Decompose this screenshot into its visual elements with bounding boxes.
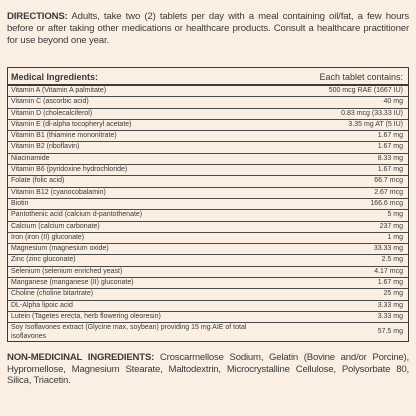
ingredient-row (8, 289, 408, 300)
ingredient-rows (8, 86, 408, 342)
ingredient-amount: 2.5 mg (381, 256, 403, 264)
ingredient-amount: 500 mcg RAE (1667 IU) (328, 87, 403, 94)
ingredient-name: Vitamin B1 (thiamine mononitrate) (11, 132, 117, 140)
ingredient-amount: 4.17 mcg (374, 267, 403, 275)
ingredient-row (8, 142, 408, 153)
ingredient-amount: 40 mg (383, 98, 403, 106)
non-medicinal-text: Croscarmellose Sodium, Gelatin (Bovine and/or Porcine), Hypromellose, Magnesium Stearate, Maltodextrin, Microcrystalline Cellulose, Polysorbate 80, Silica, Triacetin. (7, 352, 410, 387)
ingredient-amount: 3.35 mg AT (5 IU) (348, 120, 403, 128)
ingredient-name: Zinc (zinc gluconate) (11, 256, 76, 264)
ingredient-amount: 1.67 mg (377, 143, 403, 151)
ingredient-row (8, 312, 408, 323)
ingredient-amount: 1 mg (387, 233, 403, 241)
ingredient-row (8, 244, 408, 255)
ingredient-amount: 3.33 mg (377, 312, 403, 320)
ingredient-amount: 237 mg (379, 222, 403, 230)
ingredient-name: Selenium (selenium enriched yeast) (11, 267, 123, 275)
ingredient-amount: 1.67 mg (377, 132, 403, 140)
ingredient-row (8, 131, 408, 142)
ingredient-amount: 57.5 mg (377, 328, 403, 336)
ingredient-row (8, 323, 408, 342)
ingredient-name: Niacinamide (11, 154, 50, 162)
ingredient-row (8, 210, 408, 221)
ingredient-amount: 66.7 mcg (374, 177, 403, 185)
ingredient-row (8, 188, 408, 199)
ingredient-name: Calcium (calcium carbonate) (11, 222, 100, 230)
ingredient-name: DL-Alpha lipoic acid (11, 301, 73, 309)
ingredient-name: Vitamin A (Vitamin A palmitate) (11, 87, 107, 94)
ingredient-row (8, 222, 408, 233)
ingredient-name: Manganese (manganese (II) gluconate) (11, 279, 134, 287)
directions-text: Adults, take two (2) tablets per day with a meal containing oil/fat, a few hours before or after taking other medications or healthcare products. Consult a healthcare practitioner for use beyond one year. (7, 11, 409, 47)
ingredient-name: Biotin (11, 199, 29, 207)
ingredient-amount: 1.67 mg (377, 279, 403, 287)
ingredient-row (8, 233, 408, 244)
ingredient-amount: 1.67 mg (377, 166, 403, 174)
ingredient-name: Vitamin D (cholecalciferol) (11, 109, 93, 117)
ingredient-row (8, 86, 408, 97)
ingredient-row (8, 255, 408, 266)
ingredient-amount: 33.33 mg (373, 245, 403, 253)
ingredient-row (8, 154, 408, 165)
ingredient-name: Vitamin E (dl-alpha tocopheryl acetate) (11, 120, 132, 128)
ingredient-name: Magnesium (magnesium oxide) (11, 245, 109, 253)
ingredient-name: Vitamin B12 (cyanocobalamin) (11, 188, 106, 196)
ingredient-name: Vitamin B6 (pyridoxine hydrochloride) (11, 166, 128, 174)
ingredient-amount: 5 mg (387, 211, 403, 219)
ingredient-amount: 0.83 mcg (33.33 IU) (341, 109, 403, 117)
ingredient-row (8, 199, 408, 210)
ingredient-name: Folate (folic acid) (11, 177, 65, 185)
ingredient-row (8, 278, 408, 289)
non-medicinal-label: NON-MEDICINAL INGREDIENTS: (7, 352, 155, 363)
non-medicinal-paragraph (7, 352, 409, 387)
ingredient-amount: 8.33 mg (377, 154, 403, 162)
ingredient-name: Pantothenic acid (calcium d-pantothenate) (11, 211, 143, 219)
ingredient-row (8, 165, 408, 176)
ingredient-row (8, 267, 408, 278)
ingredient-name: Lutein (Tagetes erecta, herb flowering oleoresin) (11, 312, 161, 320)
ingredient-amount: 3.33 mg (377, 301, 403, 309)
ingredient-row (8, 109, 408, 120)
ingredient-row (8, 97, 408, 108)
ingredient-name: Vitamin B2 (riboflavin) (11, 143, 80, 151)
ingredient-name: Choline (choline bitartrate) (11, 290, 94, 298)
directions-label: DIRECTIONS: (7, 11, 68, 22)
ingredient-row (8, 301, 408, 312)
medical-ingredients-heading: Medical Ingredients: (11, 72, 99, 82)
ingredient-amount: 166.6 mcg (370, 199, 403, 207)
ingredient-amount: 2.67 mcg (374, 188, 403, 196)
ingredients-table (7, 67, 409, 342)
table-header (8, 68, 408, 86)
ingredient-name: Vitamin C (ascorbic acid) (11, 98, 89, 106)
ingredient-row (8, 176, 408, 187)
ingredient-amount: 25 mg (383, 290, 403, 298)
ingredient-name: Iron (iron (II) gluconate) (11, 233, 85, 241)
ingredient-name: Soy Isoflavones extract (Glycine max, soybean) providing 15 mg AIE of total isoflavones (11, 324, 247, 340)
each-tablet-heading: Each tablet contains: (319, 72, 403, 82)
ingredient-row (8, 120, 408, 131)
directions-paragraph (7, 11, 409, 48)
